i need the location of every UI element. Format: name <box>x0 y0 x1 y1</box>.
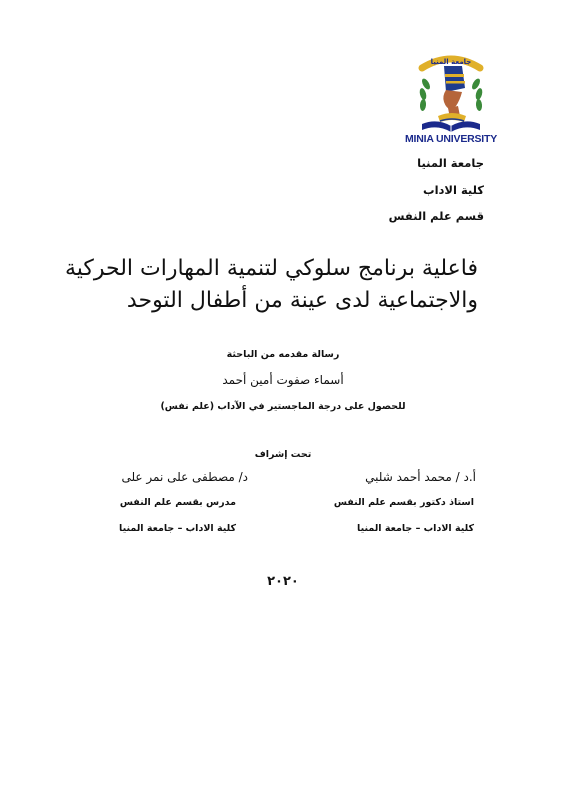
department-name: قسم علم النفس <box>388 209 484 223</box>
university-name: جامعة المنيا <box>417 156 484 170</box>
supervisor-2-affiliation: كلية الاداب – جامعة المنيا <box>119 523 236 534</box>
thesis-title-line-1: فاعلية برنامج سلوكي لتنمية المهارات الحركية <box>64 256 478 281</box>
nefertiti-emblem-icon <box>402 44 500 142</box>
submission-year: ٢٠٢٠ <box>267 574 299 589</box>
author-name: أسماء صفوت أمين أحمد <box>222 373 344 387</box>
faculty-name: كلية الاداب <box>423 183 484 197</box>
supervisor-2-name: د/ مصطفى على نمر على <box>121 470 248 484</box>
thesis-title-line-2: والاجتماعية لدى عينة من أطفال التوحد <box>126 288 478 313</box>
supervisor-1-position: استاذ دكتور بقسم علم النفس <box>333 497 474 508</box>
logo-english-text: MINIA UNIVERSITY <box>404 133 498 145</box>
submitted-by-label: رسالة مقدمه من الباحثة <box>226 349 340 360</box>
degree-statement: للحصول على درجة الماجستير في الآداب (علم نفس) <box>160 401 406 412</box>
supervisor-1-affiliation: كلية الاداب – جامعة المنيا <box>357 523 474 534</box>
supervision-heading: تحت إشراف <box>254 449 312 460</box>
minia-university-logo <box>402 44 500 142</box>
supervisor-1-name: أ.د / محمد أحمد شلبي <box>365 470 476 484</box>
supervisor-2-position: مدرس بقسم علم النفس <box>119 497 236 508</box>
logo-arabic-text: جامعة المنيا <box>430 58 472 66</box>
